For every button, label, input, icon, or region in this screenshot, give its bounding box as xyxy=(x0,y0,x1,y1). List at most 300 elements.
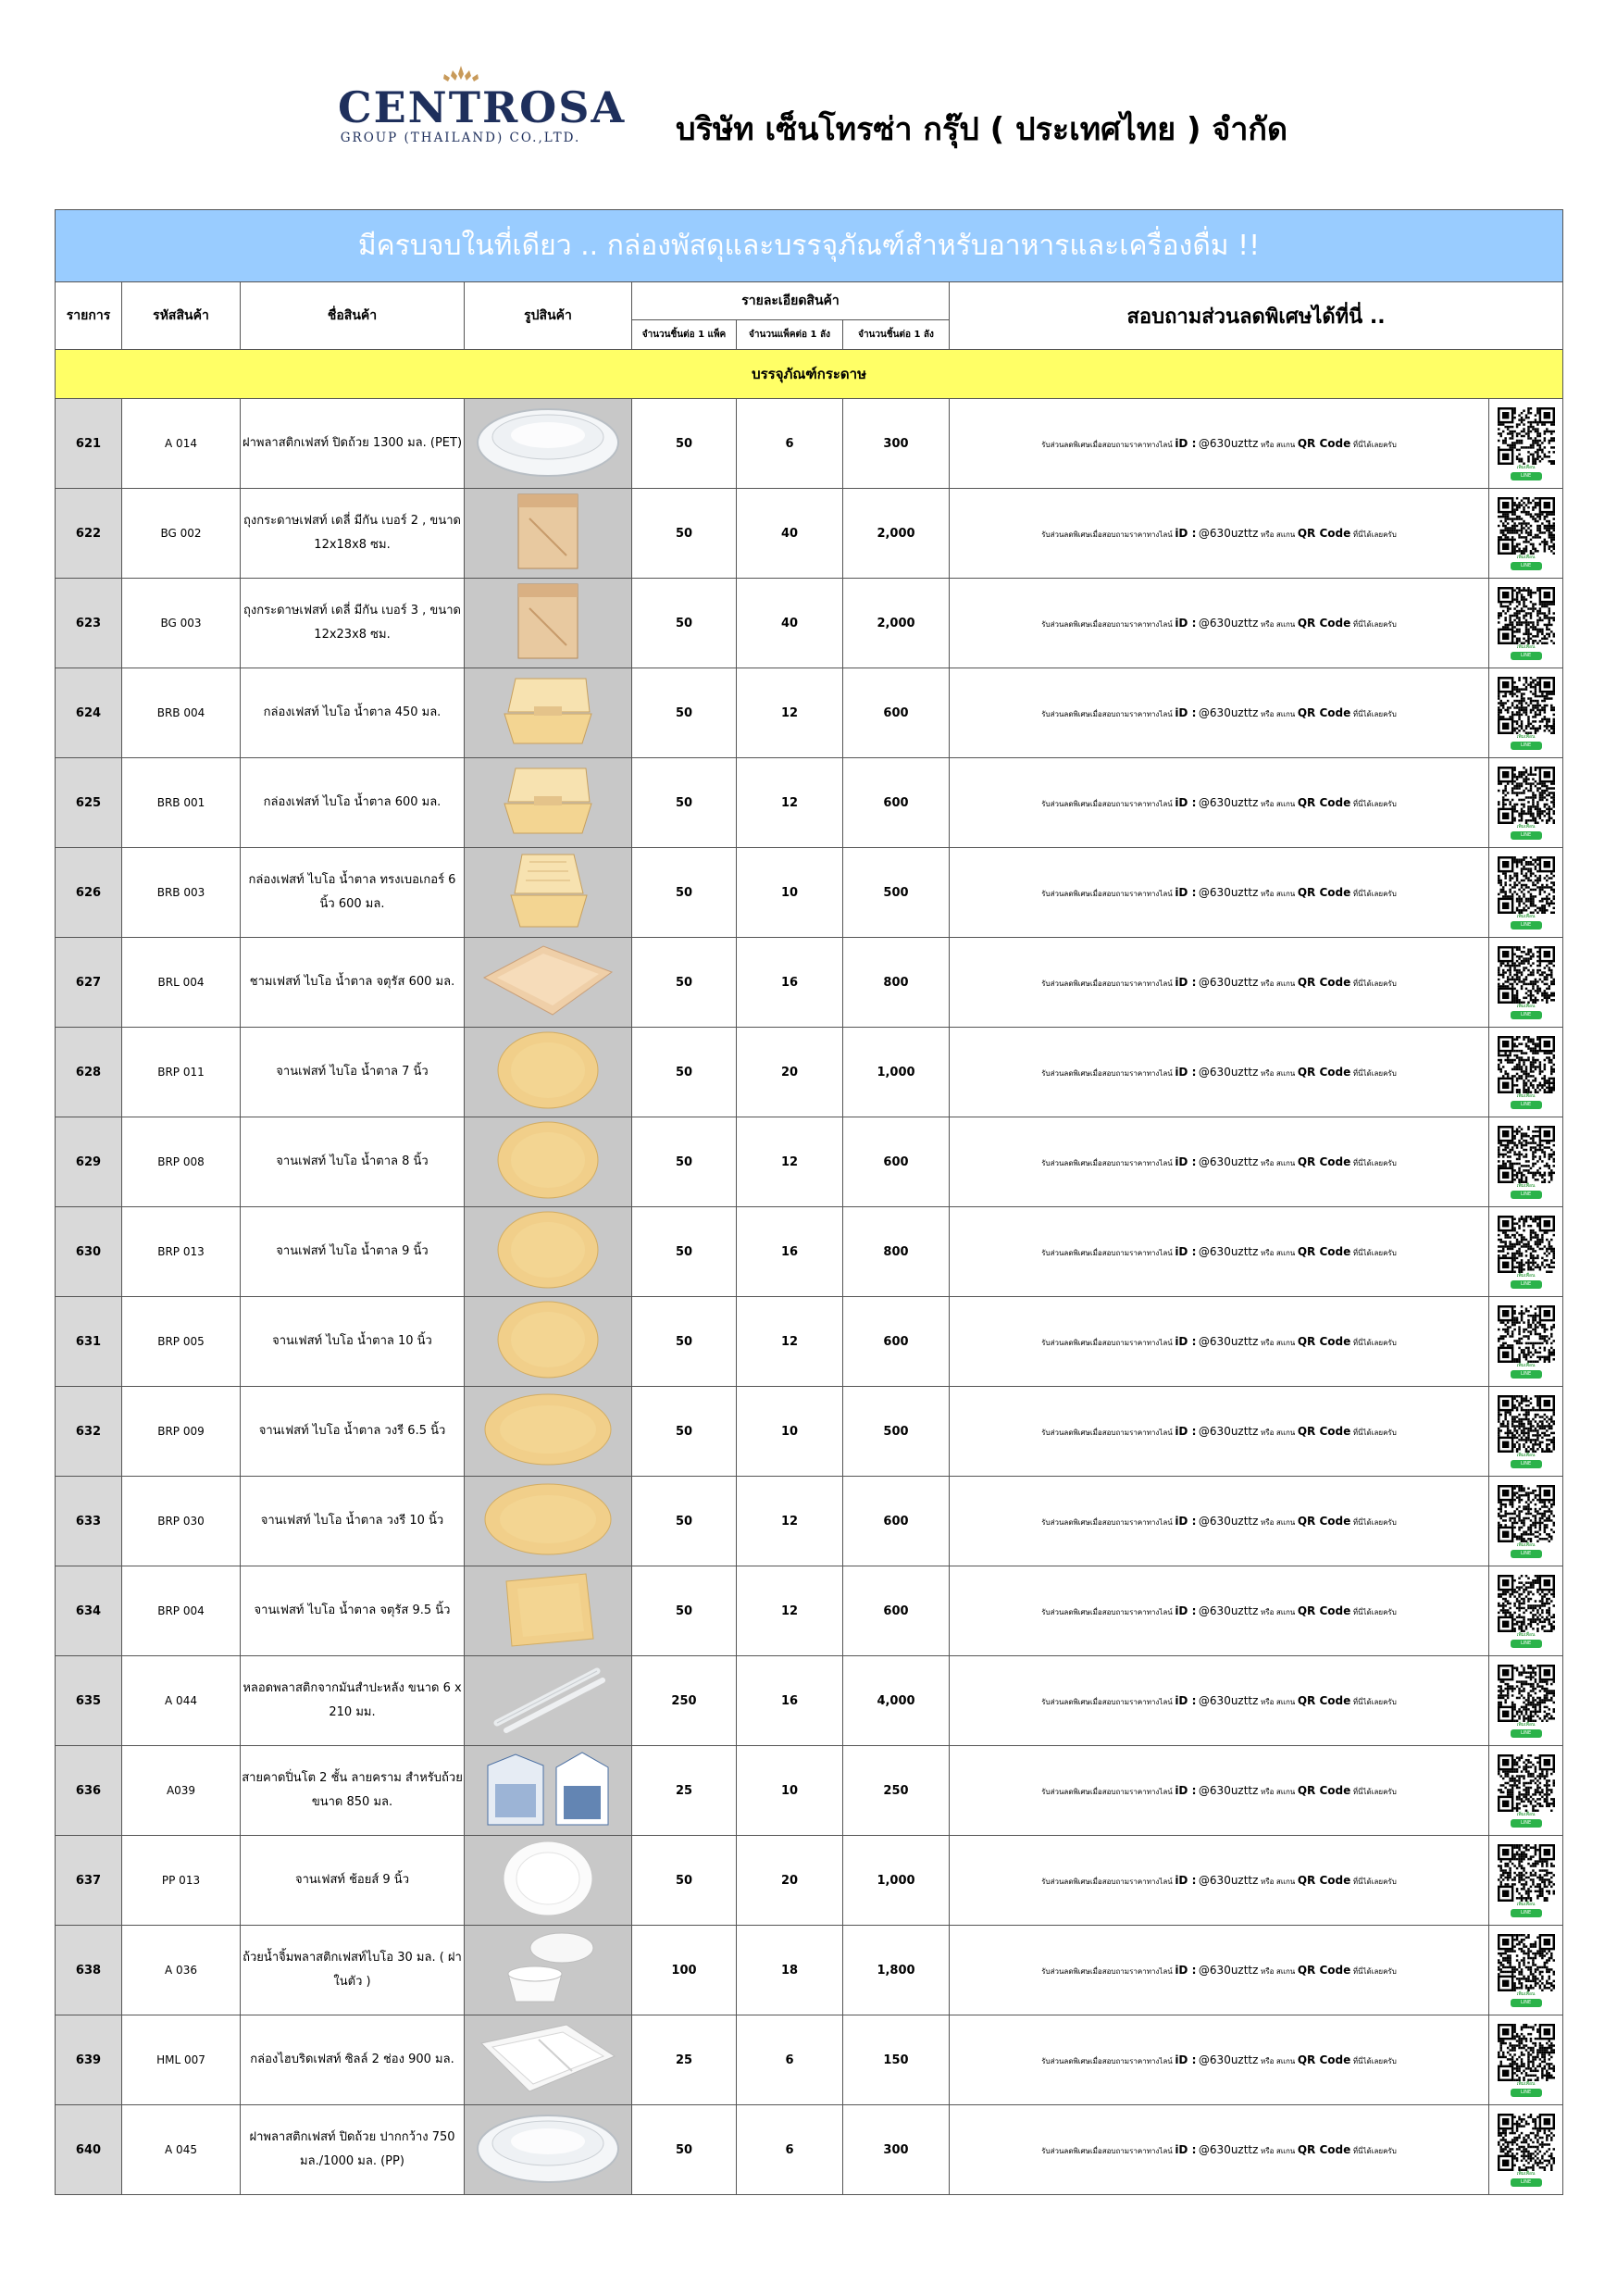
qr-cell xyxy=(1489,1566,1563,1656)
note-qr-label: QR Code xyxy=(1297,1154,1351,1168)
note-text-mid: หรือ สแกน xyxy=(1261,619,1296,629)
note-qr-label: QR Code xyxy=(1297,2142,1351,2156)
note-id-label: iD : xyxy=(1175,616,1197,630)
qty-per-case: 300 xyxy=(843,399,950,489)
qty-per-pack: 50 xyxy=(632,2105,737,2195)
clear-lid-icon xyxy=(465,2108,631,2191)
item-number: 640 xyxy=(56,2105,122,2195)
section-row xyxy=(56,350,1563,399)
note-text-pre: รับส่วนลดพิเศษเมื่อสอบถามราคาทางไลน์ xyxy=(1041,1428,1173,1437)
qr-cell xyxy=(1489,1297,1563,1387)
qr-code-icon[interactable] xyxy=(1498,677,1555,734)
note-text-pre: รับส่วนลดพิเศษเมื่อสอบถามราคาทางไลน์ xyxy=(1041,1517,1173,1527)
square-plate-icon xyxy=(465,1568,631,1653)
qr-code-icon[interactable] xyxy=(1498,1036,1555,1093)
qr-code-icon[interactable] xyxy=(1498,1216,1555,1273)
qty-per-pack: 50 xyxy=(632,848,737,938)
note-text-post: ที่นี่ได้เลยครับ xyxy=(1352,1607,1397,1616)
packs-per-case: 16 xyxy=(737,1207,843,1297)
line-id[interactable]: @630uzttz xyxy=(1198,975,1259,989)
note-text-post: ที่นี่ได้เลยครับ xyxy=(1352,1877,1397,1886)
table-row xyxy=(56,399,1563,489)
note-text-pre: รับส่วนลดพิเศษเมื่อสอบถามราคาทางไลน์ xyxy=(1041,440,1173,449)
note-text-post: ที่นี่ได้เลยครับ xyxy=(1352,799,1397,808)
note-id-label: iD : xyxy=(1175,526,1197,540)
table-row xyxy=(56,579,1563,668)
round-plate-icon xyxy=(465,1120,631,1204)
col-header-no: รายการ xyxy=(56,282,122,350)
product-code: BRP 005 xyxy=(122,1297,241,1387)
note-id-label: iD : xyxy=(1175,1065,1197,1079)
note-text-mid: หรือ สแกน xyxy=(1261,1607,1296,1616)
qty-per-case: 500 xyxy=(843,1387,950,1477)
brand-name: CENTROSA xyxy=(338,82,627,132)
qr-code-icon[interactable] xyxy=(1498,1305,1555,1363)
qr-code-icon[interactable] xyxy=(1498,497,1555,555)
line-badge: LINE xyxy=(1511,1640,1542,1648)
round-plate-icon xyxy=(465,1210,631,1293)
sauce-cup-icon xyxy=(465,1928,631,2013)
line-badge: LINE xyxy=(1511,1999,1542,2007)
product-name: กล่องเฟสท์ ไบโอ น้ำตาล ทรงเบอเกอร์ 6 นิ้ว 600 มล. xyxy=(241,848,465,938)
product-name: ชามเฟสท์ ไบโอ น้ำตาล จตุรัส 600 มล. xyxy=(241,938,465,1028)
note-text-pre: รับส่วนลดพิเศษเมื่อสอบถามราคาทางไลน์ xyxy=(1041,1158,1173,1167)
packs-per-case: 12 xyxy=(737,668,843,758)
note-text-pre: รับส่วนลดพิเศษเมื่อสอบถามราคาทางไลน์ xyxy=(1041,1966,1173,1976)
qty-per-pack: 50 xyxy=(632,668,737,758)
line-id[interactable]: @630uzttz xyxy=(1198,1603,1259,1617)
qty-per-pack: 250 xyxy=(632,1656,737,1746)
line-badge: LINE xyxy=(1511,1191,1542,1199)
product-code: BRP 008 xyxy=(122,1117,241,1207)
discount-note xyxy=(950,1836,1489,1926)
product-image xyxy=(465,579,632,668)
qr-code-icon[interactable] xyxy=(1498,587,1555,644)
packs-per-case: 10 xyxy=(737,848,843,938)
line-id[interactable]: @630uzttz xyxy=(1198,795,1259,809)
note-qr-label: QR Code xyxy=(1297,1873,1351,1887)
table-row xyxy=(56,1387,1563,1477)
product-code: BRP 011 xyxy=(122,1028,241,1117)
qty-per-pack: 50 xyxy=(632,1297,737,1387)
white-plate-icon xyxy=(465,1838,631,1923)
round-plate-icon xyxy=(465,1030,631,1114)
line-id[interactable]: @630uzttz xyxy=(1198,616,1259,630)
product-code: A 036 xyxy=(122,1926,241,2015)
qr-cell xyxy=(1489,1926,1563,2015)
qty-per-pack: 50 xyxy=(632,1387,737,1477)
product-image xyxy=(465,1656,632,1746)
note-text-post: ที่นี่ได้เลยครับ xyxy=(1352,979,1397,988)
qr-cell xyxy=(1489,1656,1563,1746)
note-text-post: ที่นี่ได้เลยครับ xyxy=(1352,1517,1397,1527)
qty-per-case: 600 xyxy=(843,1117,950,1207)
round-plate-icon xyxy=(465,1300,631,1383)
product-image xyxy=(465,1836,632,1926)
product-code: BG 002 xyxy=(122,489,241,579)
note-text-post: ที่นี่ได้เลยครับ xyxy=(1352,1697,1397,1706)
product-code: A 045 xyxy=(122,2105,241,2195)
line-id[interactable]: @630uzttz xyxy=(1198,1424,1259,1438)
straw-icon xyxy=(465,1662,631,1740)
paper-bag-icon xyxy=(465,580,631,666)
product-image xyxy=(465,1566,632,1656)
product-image xyxy=(465,1387,632,1477)
line-badge: LINE xyxy=(1511,1729,1542,1738)
qty-per-case: 4,000 xyxy=(843,1656,950,1746)
qty-per-case: 1,000 xyxy=(843,1836,950,1926)
line-badge: LINE xyxy=(1511,1280,1542,1289)
qr-code-icon[interactable] xyxy=(1498,1126,1555,1183)
line-id[interactable]: @630uzttz xyxy=(1198,1873,1259,1887)
note-text-post: ที่นี่ได้เลยครับ xyxy=(1352,2056,1397,2065)
line-id[interactable]: @630uzttz xyxy=(1198,1514,1259,1528)
item-number: 624 xyxy=(56,668,122,758)
note-text-mid: หรือ สแกน xyxy=(1261,1517,1296,1527)
packs-per-case: 12 xyxy=(737,1117,843,1207)
qr-caption: เพิ่มเพื่อน xyxy=(1516,1631,1536,1638)
qr-caption: เพิ่มเพื่อน xyxy=(1516,2170,1536,2177)
note-text-post: ที่นี่ได้เลยครับ xyxy=(1352,530,1397,539)
qty-per-pack: 50 xyxy=(632,938,737,1028)
note-text-pre: รับส่วนลดพิเศษเมื่อสอบถามราคาทางไลน์ xyxy=(1041,709,1173,718)
qr-cell xyxy=(1489,1207,1563,1297)
line-badge: LINE xyxy=(1511,742,1542,750)
note-text-post: ที่นี่ได้เลยครับ xyxy=(1352,1428,1397,1437)
qty-per-case: 500 xyxy=(843,848,950,938)
product-code: BRP 004 xyxy=(122,1566,241,1656)
line-id[interactable]: @630uzttz xyxy=(1198,1065,1259,1079)
product-code: BRB 001 xyxy=(122,758,241,848)
note-id-label: iD : xyxy=(1175,795,1197,809)
banner-text: มีครบจบในที่เดียว .. กล่องพัสดุและบรรจุภัณฑ์สำหรับอาหารและเครื่องดื่ม !! xyxy=(56,210,1563,282)
qty-per-case: 600 xyxy=(843,1477,950,1566)
table-row xyxy=(56,1836,1563,1926)
qty-per-pack: 50 xyxy=(632,1477,737,1566)
product-image xyxy=(465,1297,632,1387)
table-row xyxy=(56,758,1563,848)
discount-note xyxy=(950,1746,1489,1836)
qty-per-pack: 50 xyxy=(632,1566,737,1656)
product-code: BRP 030 xyxy=(122,1477,241,1566)
qr-caption: เพิ่มเพื่อน xyxy=(1516,823,1536,830)
discount-note xyxy=(950,1656,1489,1746)
note-qr-label: QR Code xyxy=(1297,975,1351,989)
note-text-pre: รับส่วนลดพิเศษเมื่อสอบถามราคาทางไลน์ xyxy=(1041,1607,1173,1616)
qr-caption: เพิ่มเพื่อน xyxy=(1516,2080,1536,2087)
note-qr-label: QR Code xyxy=(1297,1783,1351,1797)
table-row xyxy=(56,2105,1563,2195)
item-number: 623 xyxy=(56,579,122,668)
note-text-pre: รับส่วนลดพิเศษเมื่อสอบถามราคาทางไลน์ xyxy=(1041,1697,1173,1706)
qty-per-case: 800 xyxy=(843,1207,950,1297)
col-header-code: รหัสสินค้า xyxy=(122,282,241,350)
note-text-pre: รับส่วนลดพิเศษเมื่อสอบถามราคาทางไลน์ xyxy=(1041,619,1173,629)
item-number: 634 xyxy=(56,1566,122,1656)
note-text-post: ที่นี่ได้เลยครับ xyxy=(1352,1248,1397,1257)
product-code: BRL 004 xyxy=(122,938,241,1028)
table-row xyxy=(56,1926,1563,2015)
note-text-mid: หรือ สแกน xyxy=(1261,1158,1296,1167)
product-code: BG 003 xyxy=(122,579,241,668)
note-text-pre: รับส่วนลดพิเศษเมื่อสอบถามราคาทางไลน์ xyxy=(1041,2056,1173,2065)
product-image xyxy=(465,1477,632,1566)
note-id-label: iD : xyxy=(1175,1963,1197,1977)
qr-caption: เพิ่มเพื่อน xyxy=(1516,1901,1536,1907)
product-image xyxy=(465,489,632,579)
line-id[interactable]: @630uzttz xyxy=(1198,526,1259,540)
qr-code-icon[interactable] xyxy=(1498,1844,1555,1902)
item-number: 638 xyxy=(56,1926,122,2015)
qr-code-icon[interactable] xyxy=(1498,2114,1555,2171)
line-badge: LINE xyxy=(1511,472,1542,480)
note-text-post: ที่นี่ได้เลยครับ xyxy=(1352,889,1397,898)
discount-note xyxy=(950,489,1489,579)
packs-per-case: 40 xyxy=(737,489,843,579)
item-number: 629 xyxy=(56,1117,122,1207)
product-name: จานเฟสท์ ไบโอ น้ำตาล 9 นิ้ว xyxy=(241,1207,465,1297)
table-row xyxy=(56,1028,1563,1117)
product-name: กล่องเฟสท์ ไบโอ น้ำตาล 600 มล. xyxy=(241,758,465,848)
qty-per-case: 1,800 xyxy=(843,1926,950,2015)
qr-code-icon[interactable] xyxy=(1498,1754,1555,1812)
packs-per-case: 20 xyxy=(737,1028,843,1117)
note-text-mid: หรือ สแกน xyxy=(1261,979,1296,988)
qr-caption: เพิ่มเพื่อน xyxy=(1516,1721,1536,1728)
crown-logo-icon xyxy=(440,65,482,83)
note-id-label: iD : xyxy=(1175,1693,1197,1707)
product-image xyxy=(465,668,632,758)
table-row xyxy=(56,1207,1563,1297)
product-name: จานเฟสท์ ไบโอ น้ำตาล 10 นิ้ว xyxy=(241,1297,465,1387)
discount-note xyxy=(950,1477,1489,1566)
packs-per-case: 6 xyxy=(737,2015,843,2105)
qr-caption: เพิ่มเพื่อน xyxy=(1516,1990,1536,1997)
qr-caption: เพิ่มเพื่อน xyxy=(1516,1272,1536,1279)
line-badge: LINE xyxy=(1511,652,1542,660)
qr-code-icon[interactable] xyxy=(1498,946,1555,1004)
qty-per-case: 800 xyxy=(843,938,950,1028)
qr-cell xyxy=(1489,399,1563,489)
note-text-pre: รับส่วนลดพิเศษเมื่อสอบถามราคาทางไลน์ xyxy=(1041,799,1173,808)
col-header-image: รูปสินค้า xyxy=(465,282,632,350)
note-text-mid: หรือ สแกน xyxy=(1261,1428,1296,1437)
qty-per-case: 2,000 xyxy=(843,579,950,668)
packs-per-case: 16 xyxy=(737,938,843,1028)
note-qr-label: QR Code xyxy=(1297,616,1351,630)
note-id-label: iD : xyxy=(1175,1424,1197,1438)
qty-per-pack: 50 xyxy=(632,758,737,848)
product-image xyxy=(465,758,632,848)
table-row xyxy=(56,1297,1563,1387)
line-badge: LINE xyxy=(1511,562,1542,570)
discount-note xyxy=(950,1926,1489,2015)
col-header-detail: รายละเอียดสินค้า xyxy=(632,282,950,320)
item-number: 627 xyxy=(56,938,122,1028)
note-id-label: iD : xyxy=(1175,2053,1197,2066)
line-id[interactable]: @630uzttz xyxy=(1198,885,1259,899)
product-code: HML 007 xyxy=(122,2015,241,2105)
table-row xyxy=(56,1477,1563,1566)
discount-note xyxy=(950,2105,1489,2195)
col-header-per-pack: จำนวนชิ้นต่อ 1 แพ็ค xyxy=(632,320,737,350)
qr-code-icon[interactable] xyxy=(1498,407,1555,465)
qty-per-pack: 100 xyxy=(632,1926,737,2015)
note-text-mid: หรือ สแกน xyxy=(1261,440,1296,449)
line-id[interactable]: @630uzttz xyxy=(1198,705,1259,719)
note-qr-label: QR Code xyxy=(1297,1514,1351,1528)
product-name: จานเฟสท์ ไบโอ น้ำตาล วงรี 10 นิ้ว xyxy=(241,1477,465,1566)
qr-code-icon[interactable] xyxy=(1498,767,1555,824)
table-row xyxy=(56,1566,1563,1656)
line-id[interactable]: @630uzttz xyxy=(1198,1783,1259,1797)
product-image xyxy=(465,1028,632,1117)
qr-code-icon[interactable] xyxy=(1498,2024,1555,2081)
note-text-mid: หรือ สแกน xyxy=(1261,1877,1296,1886)
note-qr-label: QR Code xyxy=(1297,1065,1351,1079)
note-qr-label: QR Code xyxy=(1297,1603,1351,1617)
qr-code-icon[interactable] xyxy=(1498,856,1555,914)
discount-note xyxy=(950,1387,1489,1477)
two-compartment-box-icon xyxy=(465,2019,631,2101)
line-badge: LINE xyxy=(1511,2178,1542,2187)
note-id-label: iD : xyxy=(1175,1154,1197,1168)
note-text-mid: หรือ สแกน xyxy=(1261,1966,1296,1976)
qr-cell xyxy=(1489,1746,1563,1836)
note-text-post: ที่นี่ได้เลยครับ xyxy=(1352,619,1397,629)
qr-code-icon[interactable] xyxy=(1498,1665,1555,1722)
col-header-inquiry: สอบถามส่วนลดพิเศษได้ที่นี่ .. xyxy=(950,282,1563,350)
product-name: หลอดพลาสติกจากมันสำปะหลัง ขนาด 6 x 210 มม. xyxy=(241,1656,465,1746)
table-row xyxy=(56,1656,1563,1746)
note-id-label: iD : xyxy=(1175,1514,1197,1528)
table-row xyxy=(56,938,1563,1028)
qty-per-pack: 50 xyxy=(632,489,737,579)
note-text-pre: รับส่วนลดพิเศษเมื่อสอบถามราคาทางไลน์ xyxy=(1041,530,1173,539)
note-id-label: iD : xyxy=(1175,975,1197,989)
product-code: BRP 013 xyxy=(122,1207,241,1297)
line-id[interactable]: @630uzttz xyxy=(1198,1244,1259,1258)
qr-code-icon[interactable] xyxy=(1498,1934,1555,1991)
packs-per-case: 12 xyxy=(737,1477,843,1566)
product-table xyxy=(55,209,1563,2195)
qr-cell xyxy=(1489,1836,1563,1926)
packs-per-case: 20 xyxy=(737,1836,843,1926)
note-text-mid: หรือ สแกน xyxy=(1261,2056,1296,2065)
line-id[interactable]: @630uzttz xyxy=(1198,1154,1259,1168)
line-badge: LINE xyxy=(1511,2089,1542,2097)
note-text-post: ที่นี่ได้เลยครับ xyxy=(1352,1966,1397,1976)
note-qr-label: QR Code xyxy=(1297,885,1351,899)
item-number: 632 xyxy=(56,1387,122,1477)
qty-per-pack: 50 xyxy=(632,579,737,668)
product-image xyxy=(465,1117,632,1207)
qr-code-icon[interactable] xyxy=(1498,1485,1555,1542)
col-header-per-case: จำนวนชิ้นต่อ 1 ลัง xyxy=(843,320,950,350)
note-id-label: iD : xyxy=(1175,1873,1197,1887)
product-name: จานเฟสท์ ช้อยส์ 9 นิ้ว xyxy=(241,1836,465,1926)
line-id[interactable]: @630uzttz xyxy=(1198,2142,1259,2156)
item-number: 626 xyxy=(56,848,122,938)
item-number: 637 xyxy=(56,1836,122,1926)
note-qr-label: QR Code xyxy=(1297,1334,1351,1348)
header-row-1 xyxy=(56,282,1563,320)
item-number: 630 xyxy=(56,1207,122,1297)
table-row xyxy=(56,668,1563,758)
line-badge: LINE xyxy=(1511,1909,1542,1917)
line-id[interactable]: @630uzttz xyxy=(1198,1334,1259,1348)
qr-caption: เพิ่มเพื่อน xyxy=(1516,1541,1536,1548)
product-image xyxy=(465,1207,632,1297)
qr-cell xyxy=(1489,1028,1563,1117)
discount-note xyxy=(950,938,1489,1028)
line-id[interactable]: @630uzttz xyxy=(1198,1693,1259,1707)
qr-code-icon[interactable] xyxy=(1498,1575,1555,1632)
note-text-mid: หรือ สแกน xyxy=(1261,2146,1296,2155)
note-text-post: ที่นี่ได้เลยครับ xyxy=(1352,1338,1397,1347)
product-image xyxy=(465,1926,632,2015)
note-qr-label: QR Code xyxy=(1297,2053,1351,2066)
qr-caption: เพิ่มเพื่อน xyxy=(1516,1092,1536,1099)
qr-cell xyxy=(1489,2105,1563,2195)
company-logo xyxy=(338,65,627,167)
line-badge: LINE xyxy=(1511,1819,1542,1828)
qr-code-icon[interactable] xyxy=(1498,1395,1555,1453)
clamshell-box-icon xyxy=(465,669,631,756)
qr-caption: เพิ่มเพื่อน xyxy=(1516,464,1536,470)
discount-note xyxy=(950,1566,1489,1656)
qty-per-pack: 25 xyxy=(632,2015,737,2105)
item-number: 631 xyxy=(56,1297,122,1387)
oval-plate-icon xyxy=(465,1480,631,1562)
product-name: ถ้วยน้ำจิ้มพลาสติกเฟสท์ไบโอ 30 มล. ( ฝาในตัว ) xyxy=(241,1926,465,2015)
item-number: 628 xyxy=(56,1028,122,1117)
item-number: 633 xyxy=(56,1477,122,1566)
discount-note xyxy=(950,1207,1489,1297)
packs-per-case: 12 xyxy=(737,1566,843,1656)
qty-per-pack: 50 xyxy=(632,399,737,489)
product-name: ถุงกระดาษเฟสท์ เดลี่ มีกัน เบอร์ 3 , ขนาด 12x23x8 ซม. xyxy=(241,579,465,668)
qr-caption: เพิ่มเพื่อน xyxy=(1516,1811,1536,1817)
product-name: ฝาพลาสติกเฟสท์ ปิดถ้วย 1300 มล. (PET) xyxy=(241,399,465,489)
note-id-label: iD : xyxy=(1175,885,1197,899)
line-badge: LINE xyxy=(1511,1101,1542,1109)
line-id[interactable]: @630uzttz xyxy=(1198,2053,1259,2066)
note-text-post: ที่นี่ได้เลยครับ xyxy=(1352,2146,1397,2155)
product-image xyxy=(465,1746,632,1836)
qr-cell xyxy=(1489,1477,1563,1566)
packs-per-case: 40 xyxy=(737,579,843,668)
qr-caption: เพิ่มเพื่อน xyxy=(1516,643,1536,650)
note-qr-label: QR Code xyxy=(1297,436,1351,450)
note-qr-label: QR Code xyxy=(1297,526,1351,540)
line-id[interactable]: @630uzttz xyxy=(1198,436,1259,450)
company-name: บริษัท เซ็นโทรซ่า กรุ๊ป ( ประเทศไทย ) จำกัด xyxy=(676,111,1288,148)
note-text-pre: รับส่วนลดพิเศษเมื่อสอบถามราคาทางไลน์ xyxy=(1041,979,1173,988)
packs-per-case: 10 xyxy=(737,1746,843,1836)
product-image xyxy=(465,848,632,938)
clamshell-box-icon xyxy=(465,759,631,846)
note-qr-label: QR Code xyxy=(1297,1244,1351,1258)
note-text-mid: หรือ สแกน xyxy=(1261,1787,1296,1796)
qr-cell xyxy=(1489,579,1563,668)
line-id[interactable]: @630uzttz xyxy=(1198,1963,1259,1977)
product-name: จานเฟสท์ ไบโอ น้ำตาล วงรี 6.5 นิ้ว xyxy=(241,1387,465,1477)
qty-per-case: 600 xyxy=(843,1566,950,1656)
packs-per-case: 18 xyxy=(737,1926,843,2015)
discount-note xyxy=(950,1028,1489,1117)
table-row xyxy=(56,1117,1563,1207)
